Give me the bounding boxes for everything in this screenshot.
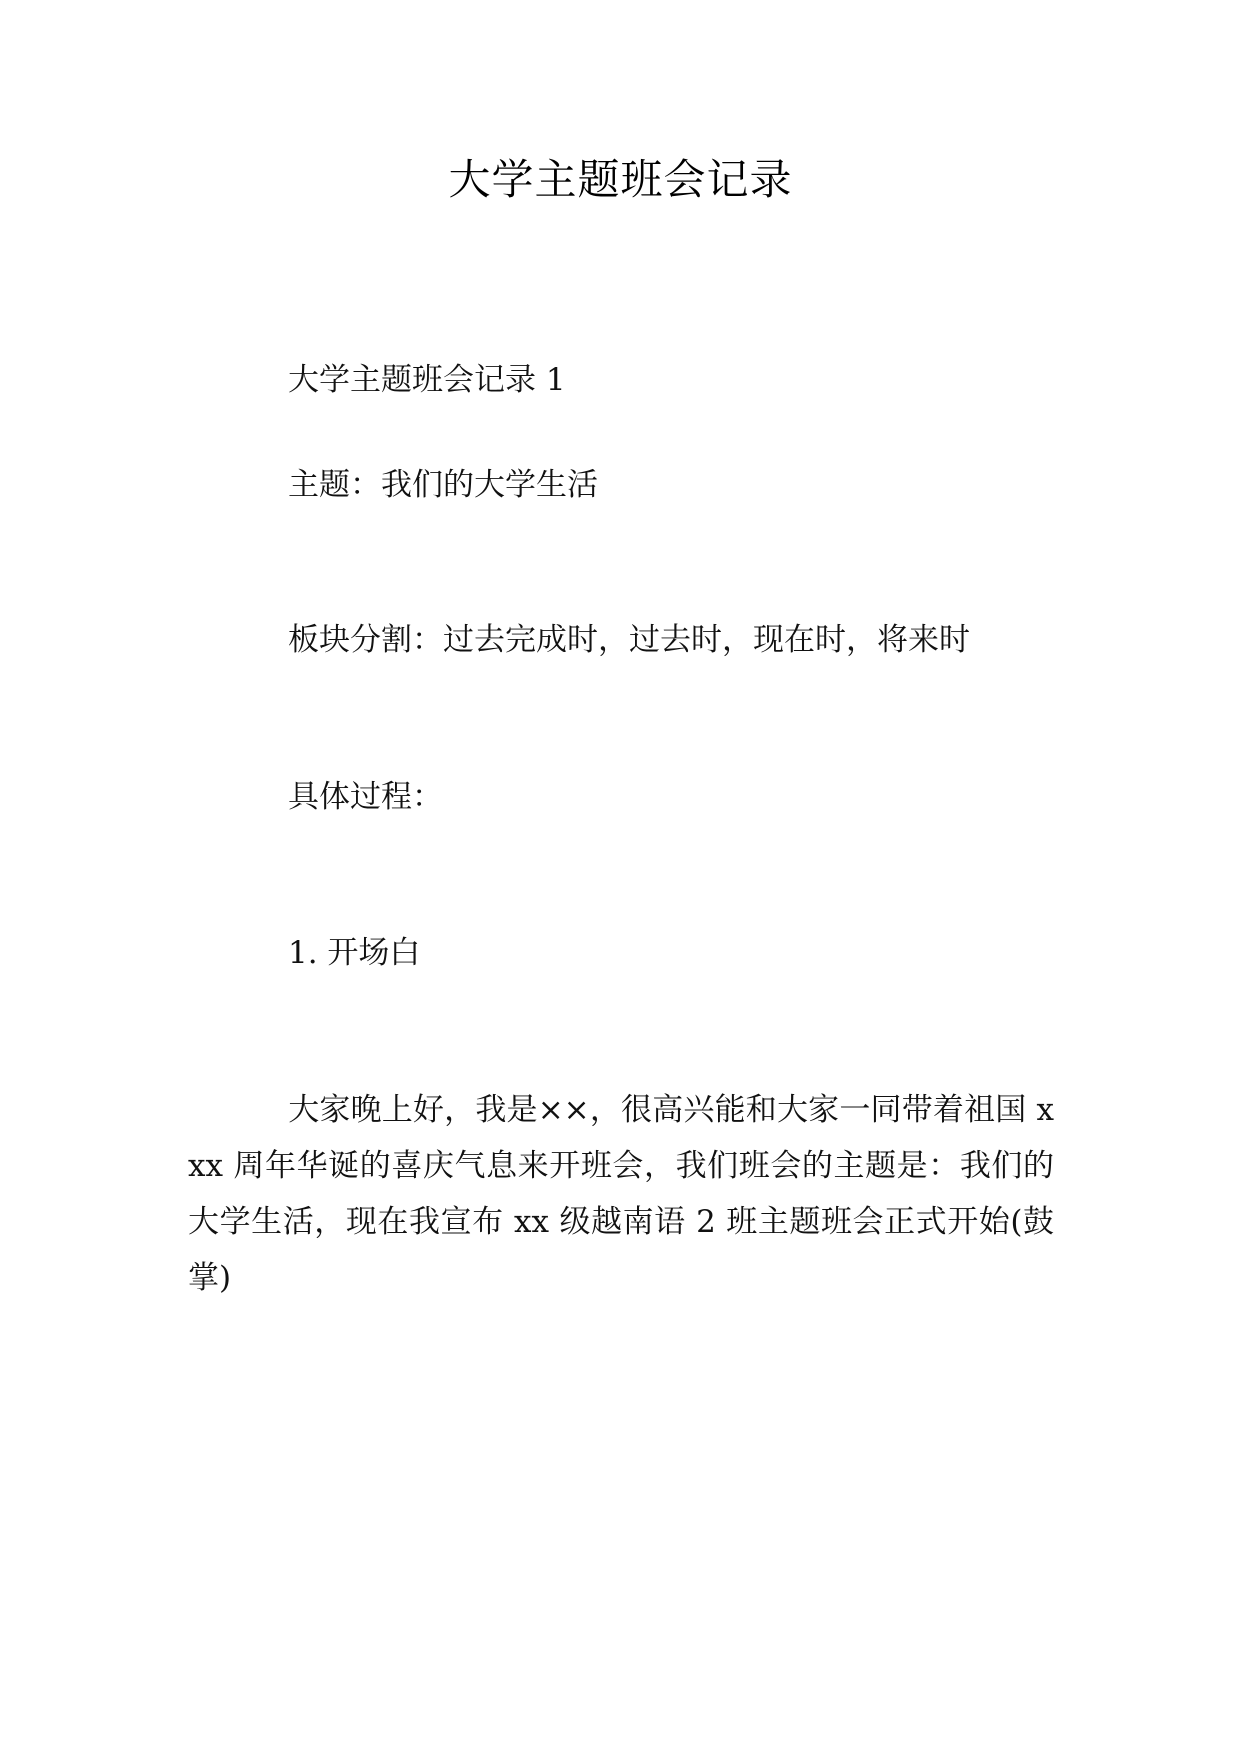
section-heading: 大学主题班会记录 1 <box>288 362 566 398</box>
opening-paragraph <box>188 1082 1054 1306</box>
process-line: 具体过程： <box>288 779 443 815</box>
step-1-heading: 1. 开场白 <box>288 935 421 971</box>
theme-line: 主题：我们的大学生活 <box>288 467 598 503</box>
opening-paragraph-text: 大家晚上好，我是××，很高兴能和大家一同带着祖国 xxx 周年华诞的喜庆气息来开班会，我们班会的主题是：我们的大学生活，现在我宣布 xx 级越南语 2 班主题班会正式开始(鼓掌) <box>188 1092 1054 1296</box>
blocks-line: 板块分割：过去完成时，过去时，现在时，将来时 <box>288 622 970 658</box>
document-title: 大学主题班会记录 <box>448 155 793 204</box>
